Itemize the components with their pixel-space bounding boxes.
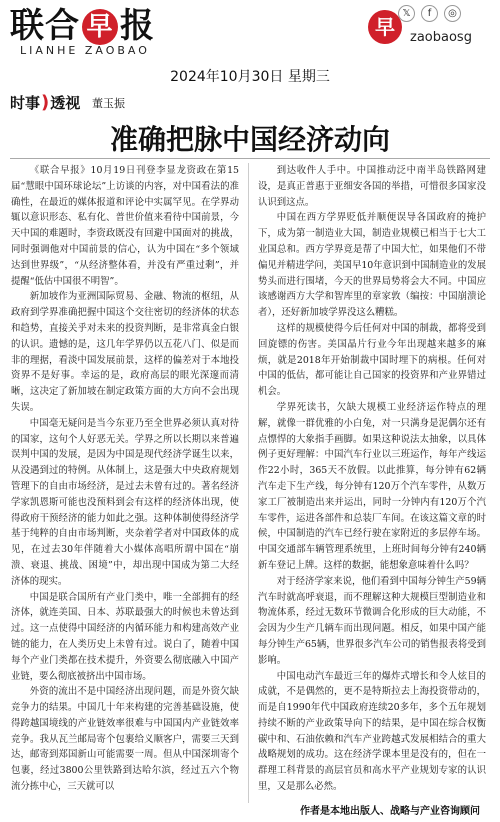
paragraph: 到达收件人手中。中国推动泛中南半岛铁路网建设，是真正普惠于亚细安各国的举措，可惜很多国家没认识到这点。: [258, 165, 486, 208]
column-name-b: 透视: [50, 94, 81, 112]
author-name: 董玉振: [92, 97, 125, 110]
paragraph: 这样的规模使得今后任何对中国的制裁，都将受到回旋镖的伤害。美国晶片行业今年出现越来越多的麻烦，就是2018年开始制裁中国时埋下的病根。任何对中国的低估，都可能让自己国家的投资界和产业界错过机会。: [258, 322, 486, 398]
logo-english: LIANHE ZAOBAO: [20, 44, 150, 57]
paragraph: 新加坡作为亚洲国际贸易、金融、物流的枢纽，从政府到学界准确把握中国这个交往密切的经济体的状态和趋势，直接关乎对未来的投资判断，是非常真金白银的认识。遗憾的是，这几年学界仍以五花八门、似是而非的理据，看淡中国发展前景，这样的偏差对于本地投资界不是好事。幸运的是，政府高层的眼光深邃而清晰，这决定了新加坡在制定政策方面的大方向不会出现失误。: [11, 291, 239, 413]
header-divider: [10, 158, 490, 159]
weibo-icon[interactable]: ◎: [444, 5, 461, 22]
column-label: [10, 92, 80, 113]
paragraph: 中国毫无疑问是当今东亚乃至全世界必须认真对待的国家，这句个人好恶无关。学界之所以长期以来普遍误判中国的发展，是因为中国是现代经济学诞生以来，从没遇到过的特例。从体制上，这是强大中央政府规划管理下的自由市场经济，是过去未曾有过的。著名经济学家凯恩斯可能也没预料到会有这样的经济体出现，使得政府干预经济的能力如此之强。这种体制使得经济学基于纯粹的自由市场判断，夹杂着学者对中国政体的成见，在过去30年伴随着大小媒体高唱所谓中国在“崩溃、衰退、挑战、困境”中，却出现中国成为第二大经济体的现实。: [11, 417, 239, 587]
paragraph: 外资的流出不是中国经济出现问题，而是外资欠缺竞争力的结果。中国几十年来构建的完善基础设施，使得跨越国境线的产业链效率很难与中国国内产业链效率竞争。我从瓦兰邮局寄个包裹给义顺客户，需要三天到达，邮寄到郑国新山可能需要一周。但从中国深圳寄个包裹，经过3800公里铁路到达哈尔滨，经过五六个物流分拣中心，三天就可以: [11, 686, 239, 793]
paragraph: 《联合早报》10月19日刊登李显龙资政在第15届“慧眼中国环球论坛”上访谈的内容，对中国看法的准确性，在最近的媒体报道和评论中实属罕见。在学界动辄以意识形态、私有化、普世价值来看待中国前景，今天中国的难题时，李资政既没有回避中国面对的挑战，同时强调他对中国前景的信心，认为中国在“多个领域达到世界级”，“从经济整体看，并没有严重过剩”，并提醒“低估中国很不明智”。: [11, 165, 239, 287]
paragraph: 中国在西方学界贬低并顺便误导各国政府的掩护下，成为第一制造业大国，制造业规模已相当于七大工业国总和。西方学界竟是帮了中国大忙，如果他们不带偏见并精进学问，美国早10年意识到中国制造业的发展势头而进行围堵，今天的世界局势将会大不同。中国应该感谢西方大学和智库里的章家敦（编按：中国崩溃论者），还好新加坡学界没这么糟糕。: [258, 212, 486, 319]
article-column-left: [11, 163, 239, 795]
masthead: [0, 0, 500, 62]
paragraph: 学界死读书，欠缺大规模工业经济运作特点的理解，就像一群优雅的小白兔，对一只满身是泥偶尔还有点慓悍的大象指手画脚。如果这种说法太抽象，以具体例子更好理解：中国汽车行业以三班运作，每年产线运作22小时，365天不放假。以此推算，每分钟有62辆汽车走下生产线，每分钟有120万个汽车零件，从数万家工厂被制造出来并运出，同时一分钟内有120万个汽车零件，运进各部件和总装厂车间。在该这篇文章的时候，中国制造的汽车已经行驶在家附近的多层停车场。中国交通部车辆管理系统里，上班时间每分钟有240辆新车登记上牌。这样的数据，能想象意味着什么吗？: [258, 401, 486, 571]
publish-date: 2024年10月30日 星期三: [170, 69, 330, 85]
social-handle: zaobaosg: [410, 30, 472, 45]
column-divider: [248, 163, 249, 803]
column-name-a: 时事: [10, 94, 41, 112]
facebook-icon[interactable]: f: [421, 5, 438, 22]
paragraph: 对于经济学家来说，他们看到中国每分钟生产59辆汽车时就高呼衰退，而不理解这种大规模巨型制造业和物流体系，经过无数环节微调合化形成的巨大动能，不会因为少生产几辆车而出现问题。相反，如果中国产能每分钟生产65辆，世界很多汽车公司的销售报表将受到影响。: [258, 575, 486, 666]
zaobao-badge-icon: 早: [368, 10, 402, 44]
paragraph: 中国电动汽车最近三年的爆炸式增长和令人炫目的成就，不是偶然的，更不是特斯拉去上海投资带动的，而是自1990年代中国政府连续20多年，多个五年规划持续不断的产业政策导向下的结果，是中国在综合权衡碳中和、石油依赖和汽车产业跨越式发展相结合的重大战略规划的成功。这在经济学课本里是没有的，但在一群理工科背景的高层官员和高水平产业规划专家的认识里，又是那么必然。: [258, 670, 486, 793]
social-icons: [398, 5, 461, 22]
article-headline: 准确把脉中国经济动向: [109, 123, 390, 156]
logo-wordmark: 联合 早 报: [10, 6, 155, 46]
paragraph: 中国是联合国所有产业门类中，唯一全部拥有的经济体，就连美国、日本、苏联最强大的时候也未曾达到过。这一点使得中国经济的内循环能力和构建高效产业链的能力，在人类历史上未曾有过。说白了，随着中国每个产业门类都在技术提升，外资要么彻底融入中国产业链，要么彻底被挤出中国市场。: [11, 591, 239, 682]
article-column-right: [258, 163, 486, 795]
x-icon[interactable]: 𝕏: [398, 5, 415, 22]
author-note: 作者是本地出版人、战略与产业咨询顾问: [300, 806, 480, 817]
column-mark-icon: ): [41, 92, 50, 113]
